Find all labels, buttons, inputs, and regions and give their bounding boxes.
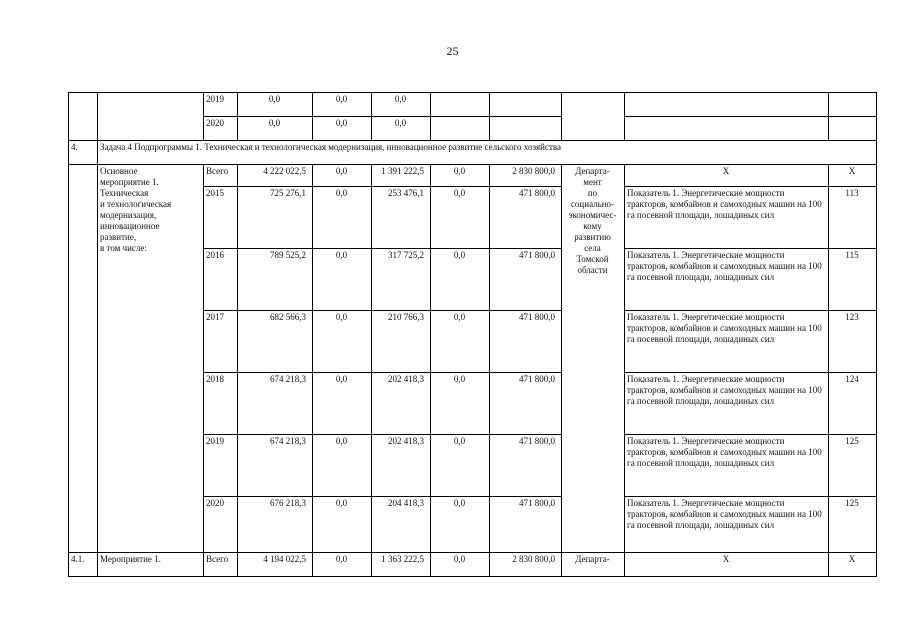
extra-budget-cell: 2 830 800,0 [512,554,555,564]
total-cell: 674 218,3 [270,436,306,446]
indicator-value-cell: Х [848,554,856,564]
table-rule [97,92,98,140]
total-cell: 4 194 022,5 [263,554,306,564]
total-cell: 0,0 [268,118,281,128]
local-cell: 0,0 [453,166,466,176]
total-cell: 725 276,1 [270,188,306,198]
federal-cell: 0,0 [335,374,348,384]
table-rule [876,92,877,577]
regional-cell: 1 391 222,5 [381,166,424,176]
extra-budget-cell: 471 800,0 [519,312,555,322]
indicator-cell: Показатель 1. Энергетические мощности тракторов, комбайнов и самоходных машин на 100 га посевной площади, лошадиных сил [627,436,822,468]
indicator-cell: Показатель 1. Энергетические мощности тракторов, комбайнов и самоходных машин на 100 га посевной площади, лошадиных сил [627,188,822,220]
regional-cell: 0,0 [394,94,407,104]
regional-cell: 1 363 222,5 [381,554,424,564]
local-cell: 0,0 [453,498,466,508]
year-cell: 2020 [206,498,224,508]
local-cell: 0,0 [453,374,466,384]
regional-cell: 253 476,1 [388,188,424,198]
table-rule [68,576,876,577]
federal-cell: 0,0 [335,94,348,104]
local-cell: 0,0 [453,188,466,198]
year-cell: 2019 [206,94,224,104]
table-rule [624,116,876,117]
indicator-value-cell: 125 [845,436,859,446]
regional-cell: 0,0 [394,118,407,128]
indicator-value-cell: 115 [845,250,859,260]
total-cell: 4 222 022,5 [263,166,306,176]
indicator-value-cell: Х [848,166,856,176]
year-cell: Всего [206,166,229,176]
local-cell: 0,0 [453,312,466,322]
indicator-value-cell: 124 [845,374,859,384]
task-number: 4. [71,142,78,152]
sub-event-number: 4.1. [71,554,85,564]
year-cell: 2017 [206,312,224,322]
regional-cell: 202 418,3 [388,374,424,384]
year-cell: 2020 [206,118,224,128]
indicator-cell: Показатель 1. Энергетические мощности тракторов, комбайнов и самоходных машин на 100 га посевной площади, лошадиных сил [627,498,822,530]
task-title: Задача 4 Подпрограммы 1. Техническая и технологическая модернизация, инновационное развитие сельского хозяйства [100,142,562,152]
indicator-cell: Показатель 1. Энергетические мощности тракторов, комбайнов и самоходных машин на 100 га посевной площади, лошадиных сил [627,312,822,344]
federal-cell: 0,0 [335,498,348,508]
main-event-name: Основное мероприятие 1. Техническая и технологическая модернизация, инновационное развитие, в том числе: [100,166,172,253]
federal-cell: 0,0 [335,188,348,198]
total-cell: 674 218,3 [270,374,306,384]
executor-cell: Департа- мент по социально- экономичес- кому развитию села Томской области [568,166,617,275]
year-cell: Всего [206,554,229,564]
federal-cell: 0,0 [335,166,348,176]
indicator-cell: Показатель 1. Энергетические мощности тракторов, комбайнов и самоходных машин на 100 га посевной площади, лошадиных сил [627,250,822,282]
regional-cell: 317 725,2 [388,250,424,260]
page-number: 25 [446,44,459,58]
total-cell: 682 566,3 [270,312,306,322]
local-cell: 0,0 [453,554,466,564]
extra-budget-cell: 471 800,0 [519,498,555,508]
executor-cell: Департа- [575,554,610,564]
year-cell: 2015 [206,188,224,198]
indicator-value-cell: 125 [845,498,859,508]
extra-budget-cell: 471 800,0 [519,374,555,384]
extra-budget-cell: 471 800,0 [519,436,555,446]
local-cell: 0,0 [453,250,466,260]
indicator-cell: Показатель 1. Энергетические мощности тракторов, комбайнов и самоходных машин на 100 га посевной площади, лошадиных сил [627,374,822,406]
federal-cell: 0,0 [335,312,348,322]
extra-budget-cell: 471 800,0 [519,188,555,198]
regional-cell: 210 766,3 [388,312,424,322]
federal-cell: 0,0 [335,118,348,128]
regional-cell: 202 418,3 [388,436,424,446]
extra-budget-cell: 2 830 800,0 [512,166,555,176]
total-cell: 676 218,3 [270,498,306,508]
total-cell: 789 525,2 [270,250,306,260]
indicator-cell: Х [722,554,730,564]
indicator-value-cell: 113 [845,188,859,198]
year-cell: 2018 [206,374,224,384]
regional-cell: 204 418,3 [388,498,424,508]
federal-cell: 0,0 [335,436,348,446]
extra-budget-cell: 471 800,0 [519,250,555,260]
federal-cell: 0,0 [335,250,348,260]
year-cell: 2016 [206,250,224,260]
total-cell: 0,0 [268,94,281,104]
indicator-cell: Х [722,166,730,176]
table-rule [68,92,876,93]
year-cell: 2019 [206,436,224,446]
sub-event-name: Мероприятие 1. [100,554,161,564]
federal-cell: 0,0 [335,554,348,564]
local-cell: 0,0 [453,436,466,446]
table-rule [561,92,562,140]
indicator-value-cell: 123 [845,312,859,322]
